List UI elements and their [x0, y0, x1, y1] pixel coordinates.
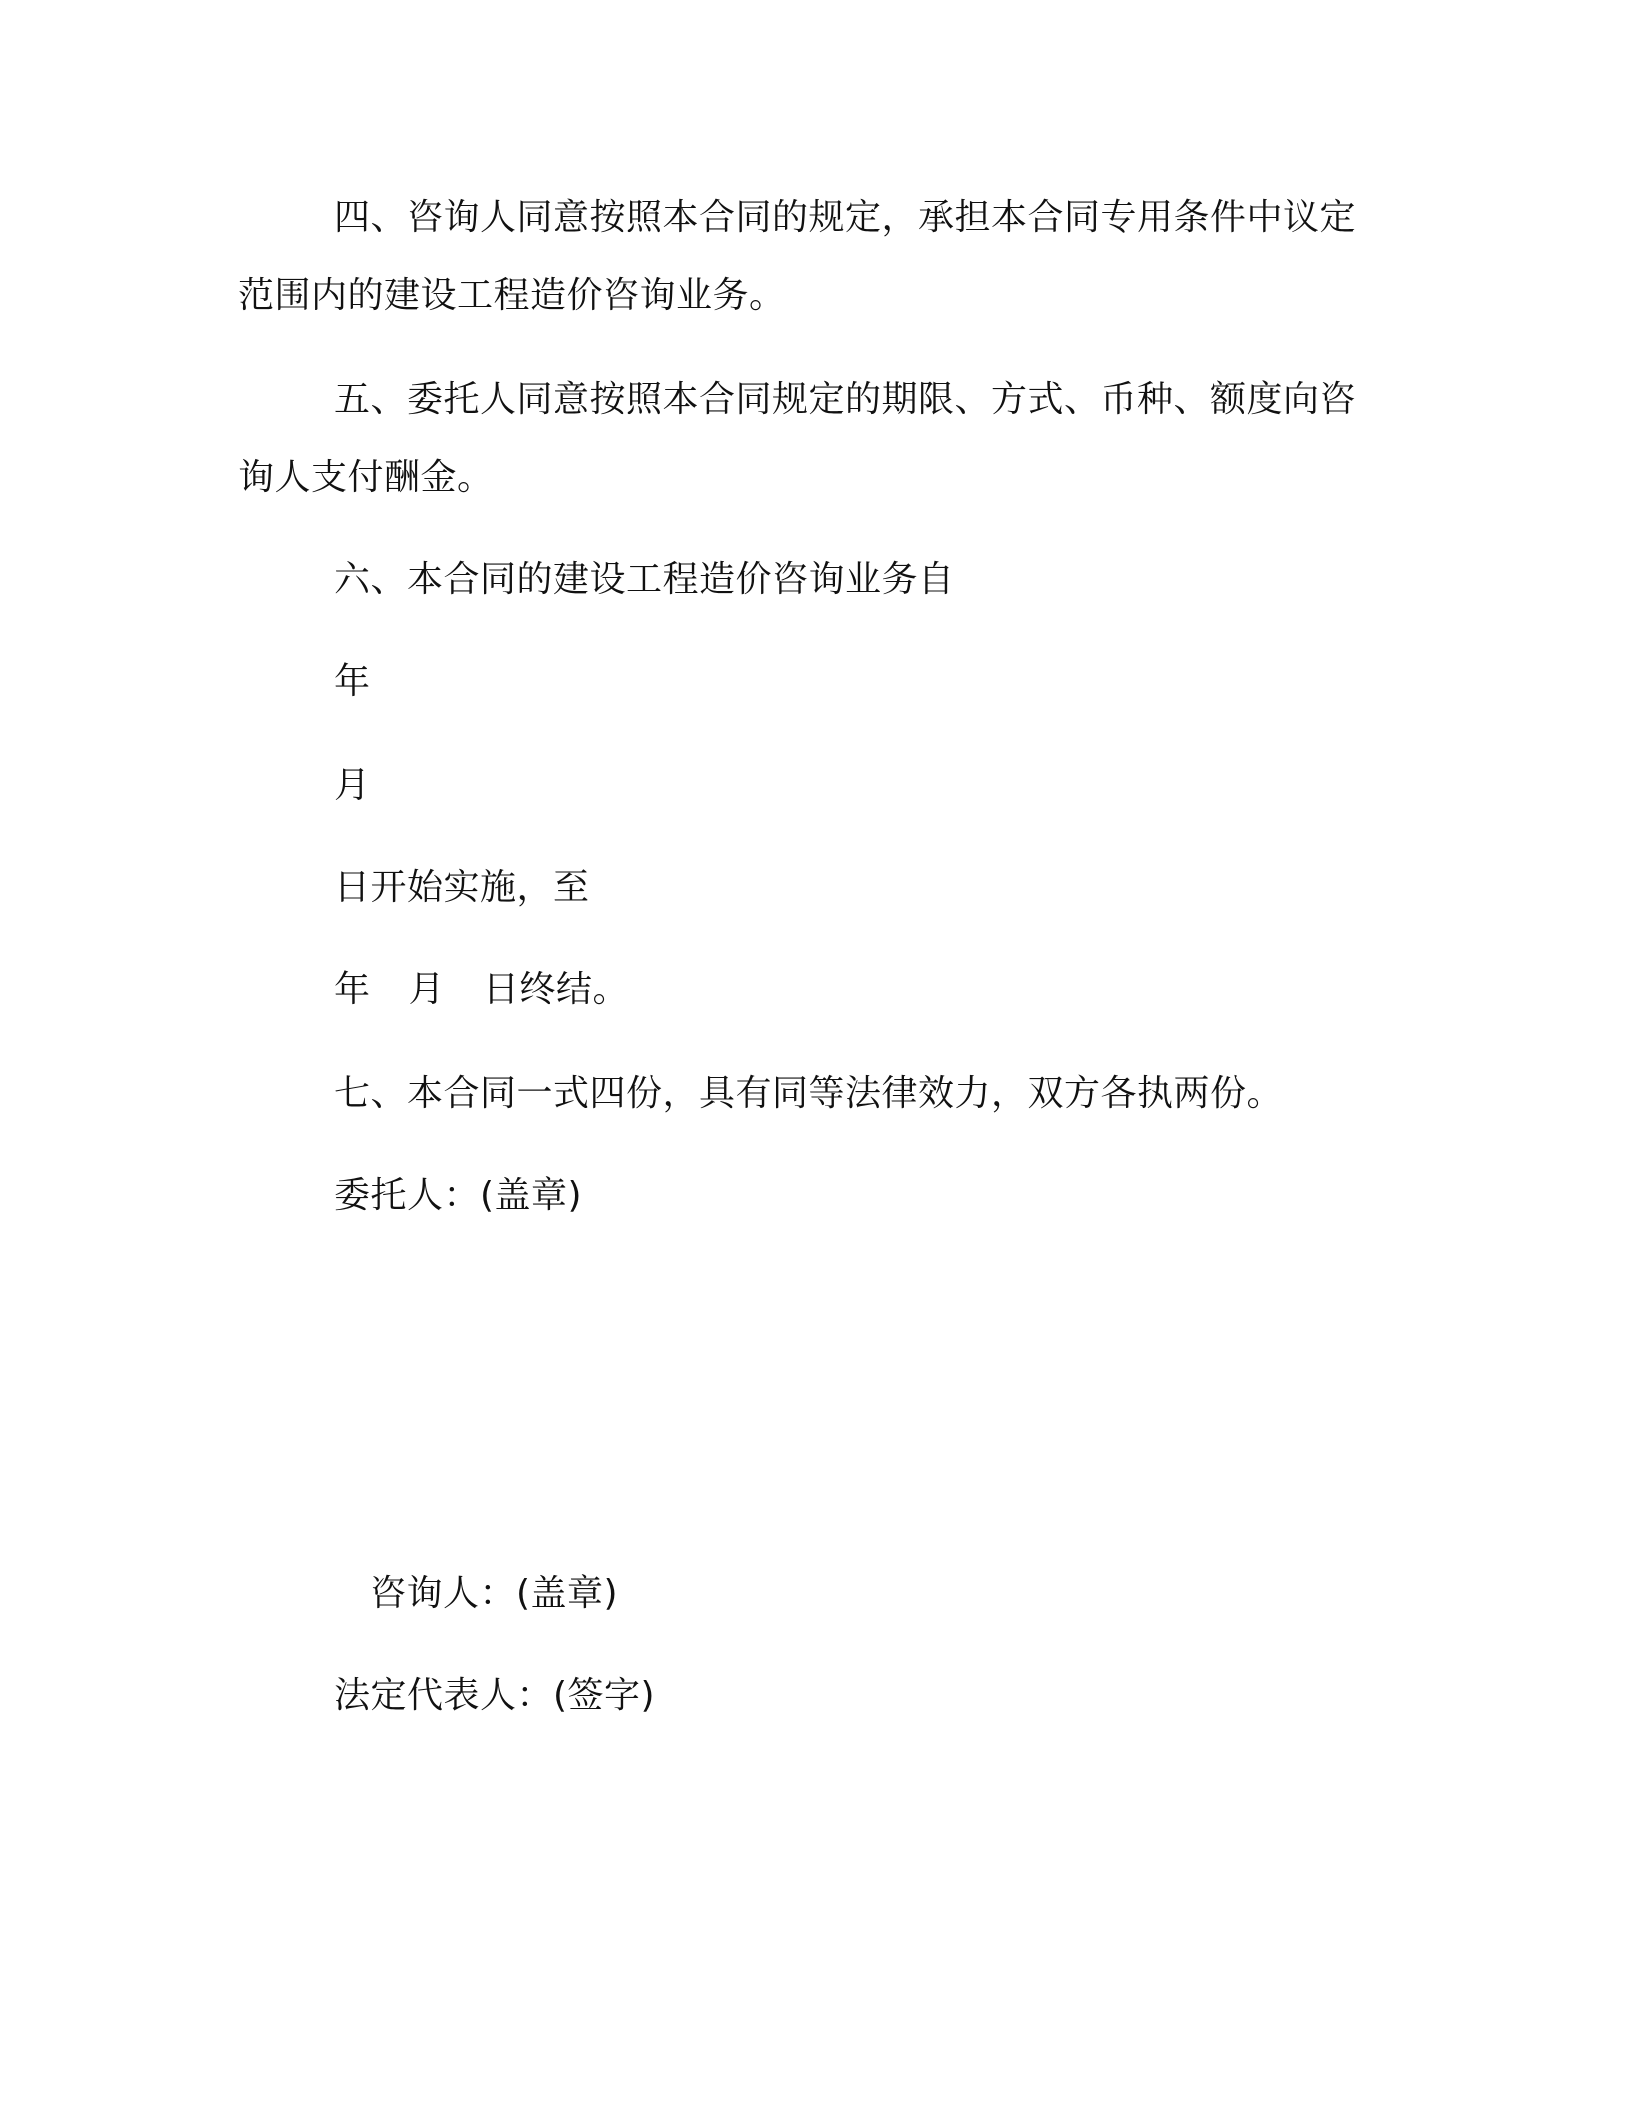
para5-line2: 询人支付酬金。: [238, 457, 494, 498]
client-seal: 委托人：(盖章): [334, 1175, 583, 1216]
para4-line2: 范围内的建设工程造价咨询业务。: [238, 275, 786, 316]
para6-year: 年: [334, 661, 371, 702]
para5-line1: 五、委托人同意按照本合同规定的期限、方式、币种、额度向咨: [334, 379, 1357, 420]
para4-line1: 四、咨询人同意按照本合同的规定，承担本合同专用条件中议定: [334, 197, 1357, 238]
para6-end-month: 月: [408, 969, 446, 1010]
para6-end-year: 年: [334, 969, 371, 1010]
para7: 七、本合同一式四份，具有同等法律效力，双方各执两份。: [334, 1073, 1284, 1114]
para6-line1: 六、本合同的建设工程造价咨询业务自: [334, 559, 955, 600]
para6-day-start: 日开始实施，至: [334, 867, 590, 908]
para6-month: 月: [334, 765, 371, 806]
para6-end-day: 日终结。: [483, 969, 630, 1010]
consultant-seal: 咨询人：(盖章): [370, 1573, 619, 1614]
para6-end-date: [334, 968, 629, 1012]
legal-rep-sign: 法定代表人：(签字): [334, 1675, 656, 1716]
